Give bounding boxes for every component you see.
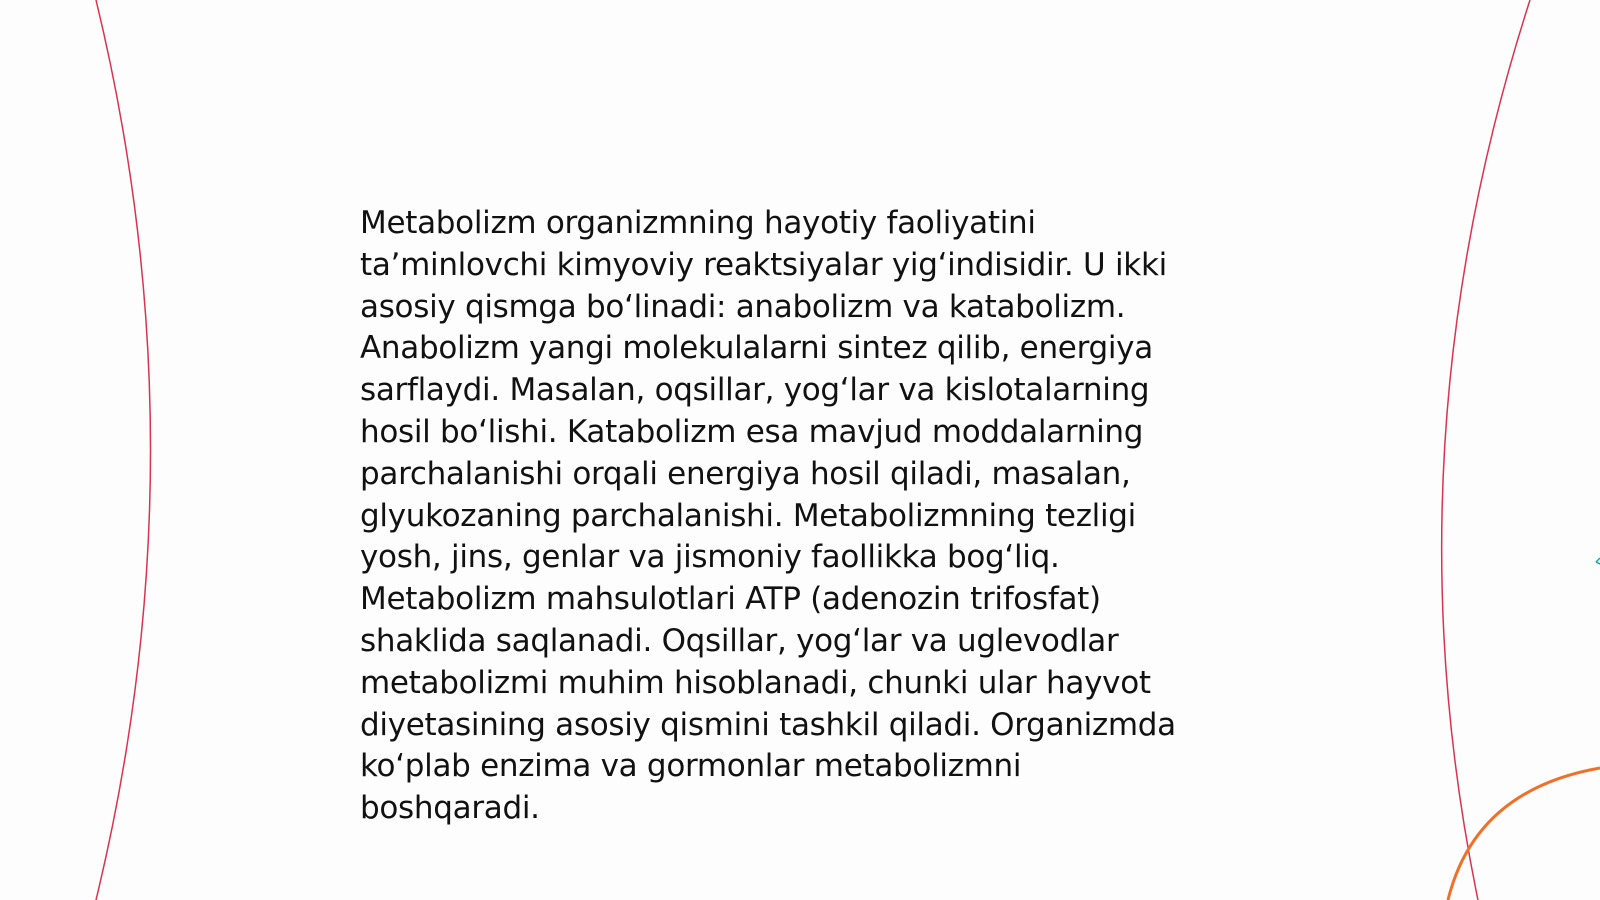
orange-accent-arc [1448, 768, 1600, 900]
right-decorative-curve [1442, 0, 1530, 900]
left-decorative-curve [96, 0, 151, 900]
body-paragraph: Metabolizm organizmning hayotiy faoliyatini ta’minlovchi kimyoviy reaktsiyalar yig‘indisidir. U ikki asosiy qismga bo‘linadi: anabolizm va katabolizm. Anabolizm yangi molekulalarni sintez qilib, energiya sarflaydi. Masalan, oqsillar, yog‘lar va kislotalarning hosil bo‘lishi. Katabolizm esa mavjud moddalarning parchalanishi orqali energiya hosil qiladi, masalan, glyukozaning parchalanishi. Metabolizmning tezligi yosh, jins, genlar va jismoniy faollikka bog‘liq. Metabolizm mahsulotlari ATP (adenozin trifosfat) shaklida saqlanadi. Oqsillar, yog‘lar va uglevodlar metabolizmi muhim hisoblanadi, chunki ular hayvot diyetasining asosiy qismini tashkil qiladi. Organizmda ko‘plab enzima va gormonlar metabolizmni boshqaradi. [360, 205, 1176, 827]
teal-accent-mark [1596, 558, 1600, 564]
